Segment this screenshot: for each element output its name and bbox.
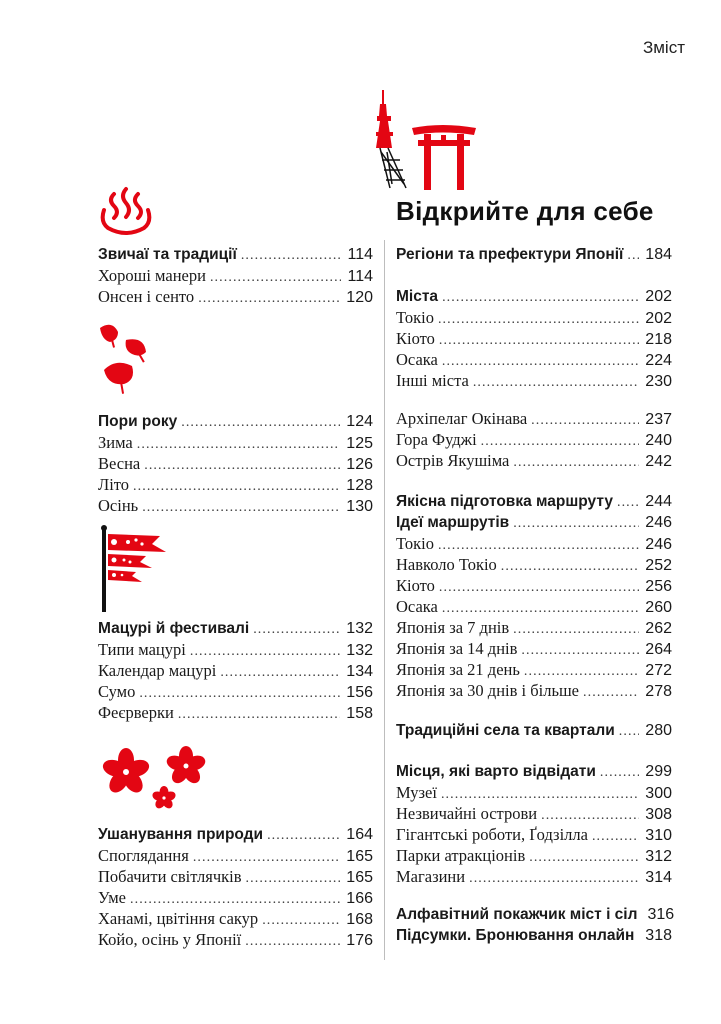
toc-dot-leader bbox=[133, 476, 340, 497]
toc-entry[interactable] bbox=[396, 866, 672, 887]
toc-entry-title: Інші міста bbox=[396, 371, 469, 390]
toc-dot-leader bbox=[501, 556, 640, 577]
sakura-flowers-icon bbox=[100, 746, 212, 812]
toc-entry[interactable] bbox=[396, 349, 672, 370]
toc-dot-leader bbox=[438, 309, 639, 330]
toc-entry-title: Ханамі, цвітіння сакур bbox=[98, 909, 259, 928]
toc-entry[interactable] bbox=[396, 370, 672, 391]
toc-entry[interactable] bbox=[98, 702, 373, 723]
toc-entry[interactable] bbox=[98, 866, 373, 887]
toc-entry[interactable] bbox=[396, 429, 672, 450]
toc-entry-title: Японія за 30 днів і більше bbox=[396, 681, 580, 700]
toc-section-entry[interactable] bbox=[396, 904, 675, 925]
toc-entry-title: Пори року bbox=[98, 413, 178, 430]
toc-entry-title: Музеї bbox=[396, 783, 437, 802]
toc-entry[interactable] bbox=[98, 681, 373, 702]
toc-page-number: 246 bbox=[645, 514, 672, 531]
toc-entry[interactable] bbox=[396, 680, 672, 701]
toc-entry-title: Японія за 7 днів bbox=[396, 618, 510, 637]
toc-page-number: 240 bbox=[645, 432, 672, 449]
toc-entry-title: Традиційні села та квартали bbox=[396, 722, 615, 739]
toc-entry-title: Підсумки. Бронювання онлайн bbox=[396, 927, 635, 944]
toc-dot-leader bbox=[541, 805, 639, 826]
toc-entry[interactable] bbox=[396, 575, 672, 596]
toc-dot-leader bbox=[583, 682, 639, 703]
toc-page-number: 230 bbox=[645, 373, 672, 390]
toc-page-number: 308 bbox=[645, 806, 672, 823]
toc-page-number: 300 bbox=[645, 785, 672, 802]
toc-page-number: 132 bbox=[346, 642, 373, 659]
toc-page-number: 166 bbox=[346, 890, 373, 907]
toc-group-places bbox=[396, 761, 672, 887]
toc-dot-leader bbox=[193, 847, 340, 868]
toc-entry-title: Весна bbox=[98, 454, 141, 473]
toc-dot-leader bbox=[144, 455, 340, 476]
main-title: Відкрийте для себе bbox=[396, 196, 654, 226]
toc-page-number: 165 bbox=[346, 848, 373, 865]
toc-page-number: 202 bbox=[645, 288, 672, 305]
toc-entry[interactable] bbox=[396, 659, 672, 680]
toc-entry-title: Місця, які варто відвідати bbox=[396, 763, 596, 780]
toc-entry-title: Гігантські роботи, Ґодзілла bbox=[396, 825, 588, 844]
toc-dot-leader bbox=[181, 412, 340, 433]
toc-page-number: 114 bbox=[347, 246, 373, 263]
toc-entry-title: Навколо Токіо bbox=[396, 555, 497, 574]
toc-entry-title: Ушанування природи bbox=[98, 826, 264, 843]
toc-entry-title: Осака bbox=[396, 350, 438, 369]
toc-dot-leader bbox=[190, 641, 340, 662]
toc-entry[interactable] bbox=[396, 638, 672, 659]
toc-entry-title: Осінь bbox=[98, 496, 139, 515]
toc-page-number: 312 bbox=[645, 848, 672, 865]
toc-entry-title: Споглядання bbox=[98, 846, 189, 865]
toc-entry-title: Якісна підготовка маршруту bbox=[396, 493, 613, 510]
toc-entry[interactable] bbox=[396, 617, 672, 638]
toc-entry-title: Гора Фуджі bbox=[396, 430, 477, 449]
toc-entry-title: Літо bbox=[98, 475, 130, 494]
toc-entry[interactable] bbox=[98, 845, 373, 866]
toc-dot-leader bbox=[253, 619, 340, 640]
onsen-steam-icon bbox=[98, 186, 154, 236]
toc-page-number: 176 bbox=[346, 932, 373, 949]
toc-page-number: 256 bbox=[645, 578, 672, 595]
toc-entry[interactable] bbox=[396, 328, 672, 349]
toc-group-regions bbox=[396, 244, 672, 265]
toc-group-routes bbox=[396, 491, 672, 701]
toc-dot-leader bbox=[262, 910, 340, 931]
toc-section-entry[interactable] bbox=[396, 491, 672, 512]
toc-dot-leader bbox=[198, 288, 340, 309]
toc-dot-leader bbox=[617, 492, 639, 513]
toc-page-number: 125 bbox=[346, 435, 373, 452]
toc-entry[interactable] bbox=[98, 908, 373, 929]
toc-dot-leader bbox=[513, 513, 639, 534]
toc-page-number: 164 bbox=[346, 826, 373, 843]
toc-dot-leader bbox=[524, 661, 639, 682]
toc-entry-title: Типи мацурі bbox=[98, 640, 186, 659]
toc-entry[interactable] bbox=[98, 453, 373, 474]
toc-group-nature bbox=[98, 824, 373, 950]
toc-entry[interactable] bbox=[98, 495, 373, 516]
toc-page-number: 114 bbox=[347, 268, 373, 285]
toc-section-entry[interactable] bbox=[98, 244, 373, 265]
toc-entry[interactable] bbox=[396, 307, 672, 328]
toc-page-number: 218 bbox=[645, 331, 672, 348]
toc-entry-title: Японія за 21 день bbox=[396, 660, 520, 679]
toc-page-number: 132 bbox=[346, 620, 373, 637]
running-head: Зміст bbox=[642, 38, 685, 57]
toc-section-entry[interactable] bbox=[396, 286, 672, 307]
toc-section-entry[interactable] bbox=[396, 761, 672, 782]
toc-page-number: 280 bbox=[645, 722, 672, 739]
toc-entry[interactable] bbox=[98, 639, 373, 660]
toc-page-number: 316 bbox=[647, 906, 675, 923]
toc-dot-leader bbox=[246, 868, 341, 889]
toc-entry[interactable] bbox=[98, 265, 373, 286]
toc-entry-title: Токіо bbox=[396, 534, 434, 553]
toc-entry-title: Звичаї та традиції bbox=[98, 246, 237, 263]
toc-dot-leader bbox=[513, 619, 639, 640]
toc-dot-leader bbox=[473, 372, 639, 393]
toc-entry-title: Хороші манери bbox=[98, 266, 206, 285]
toc-group-festivals bbox=[98, 618, 373, 723]
toc-dot-leader bbox=[529, 847, 639, 868]
toc-section-entry[interactable] bbox=[98, 411, 373, 432]
toc-entry-title: Осака bbox=[396, 597, 438, 616]
toc-page-number: 278 bbox=[645, 683, 672, 700]
toc-entry-title: Регіони та префектури Японії bbox=[396, 246, 624, 263]
toc-entry[interactable] bbox=[98, 660, 373, 681]
toc-page-number: 299 bbox=[645, 763, 672, 780]
toc-dot-leader bbox=[267, 825, 340, 846]
toc-dot-leader bbox=[531, 410, 639, 431]
toc-entry[interactable] bbox=[98, 887, 373, 908]
toc-dot-leader bbox=[442, 351, 639, 372]
toc-entry[interactable] bbox=[396, 845, 672, 866]
toc-entry[interactable] bbox=[396, 596, 672, 617]
toc-entry-title: Уме bbox=[98, 888, 126, 907]
toc-dot-leader bbox=[241, 245, 342, 266]
toc-page-number: 262 bbox=[645, 620, 672, 637]
toc-entry[interactable] bbox=[396, 803, 672, 824]
toc-dot-leader bbox=[438, 535, 639, 556]
toc-page-number: 202 bbox=[645, 310, 672, 327]
toc-dot-leader bbox=[513, 452, 639, 473]
toc-entry-title: Кіото bbox=[396, 576, 435, 595]
toc-dot-leader bbox=[619, 721, 640, 742]
toc-dot-leader bbox=[481, 431, 640, 452]
toc-dot-leader bbox=[439, 577, 639, 598]
toc-entry-title: Онсен і сенто bbox=[98, 287, 195, 306]
toc-page-number: 237 bbox=[645, 411, 672, 428]
toc-dot-leader bbox=[638, 926, 639, 947]
toc-dot-leader bbox=[137, 434, 341, 455]
toc-page-number: 224 bbox=[645, 352, 672, 369]
toc-section-entry[interactable] bbox=[396, 925, 672, 946]
column-divider bbox=[384, 240, 385, 960]
toc-group-seasons bbox=[98, 411, 373, 516]
toc-page-number: 130 bbox=[346, 498, 373, 515]
toc-dot-leader bbox=[442, 287, 639, 308]
toc-page-number: 165 bbox=[346, 869, 373, 886]
toc-section-entry[interactable] bbox=[98, 824, 373, 845]
toc-page-number: 246 bbox=[645, 536, 672, 553]
toc-page-number: 168 bbox=[346, 911, 373, 928]
toc-entry-title: Магазини bbox=[396, 867, 466, 886]
toc-dot-leader bbox=[245, 931, 340, 952]
toc-entry-title: Зима bbox=[98, 433, 133, 452]
toc-group-index bbox=[396, 904, 675, 946]
toc-entry-title: Токіо bbox=[396, 308, 434, 327]
toc-entry-title: Острів Якушіма bbox=[396, 451, 510, 470]
toc-dot-leader bbox=[142, 497, 340, 518]
toc-page-number: 134 bbox=[346, 663, 373, 680]
toc-page-number: 264 bbox=[645, 641, 672, 658]
toc-page-number: 184 bbox=[645, 246, 672, 263]
toc-group-cities bbox=[396, 286, 672, 391]
toc-entry[interactable] bbox=[98, 432, 373, 453]
toc-dot-leader bbox=[178, 704, 340, 725]
toc-entry[interactable] bbox=[396, 554, 672, 575]
toc-entry-title: Ідеї маршрутів bbox=[396, 514, 510, 531]
toc-dot-leader bbox=[439, 330, 639, 351]
toc-entry-title: Японія за 14 днів bbox=[396, 639, 518, 658]
toc-section-entry[interactable] bbox=[396, 244, 672, 265]
toc-dot-leader bbox=[521, 640, 639, 661]
toc-dot-leader bbox=[130, 889, 340, 910]
toc-dot-leader bbox=[627, 245, 639, 266]
toc-entry[interactable] bbox=[396, 450, 672, 471]
toc-page-number: 124 bbox=[346, 413, 373, 430]
toc-page-number: 126 bbox=[346, 456, 373, 473]
toc-page-number: 242 bbox=[645, 453, 672, 470]
toc-page-number: 128 bbox=[346, 477, 373, 494]
toc-entry[interactable] bbox=[98, 286, 373, 307]
toc-section-entry[interactable] bbox=[396, 512, 672, 533]
toc-entry-title: Побачити світлячків bbox=[98, 867, 242, 886]
tokyo-tower-torii-icon bbox=[376, 88, 480, 192]
toc-entry-title: Феєрверки bbox=[98, 703, 174, 722]
toc-dot-leader bbox=[600, 762, 639, 783]
toc-entry-title: Календар мацурі bbox=[98, 661, 217, 680]
toc-page-number: 260 bbox=[645, 599, 672, 616]
toc-entry-title: Кіото bbox=[396, 329, 435, 348]
toc-page-number: 310 bbox=[645, 827, 672, 844]
toc-page-number: 318 bbox=[645, 927, 672, 944]
toc-group-customs bbox=[98, 244, 373, 307]
toc-dot-leader bbox=[220, 662, 340, 683]
toc-page-number: 314 bbox=[645, 869, 672, 886]
toc-entry[interactable] bbox=[98, 929, 373, 950]
toc-group-villages bbox=[396, 720, 672, 741]
ginkgo-leaves-icon bbox=[98, 322, 162, 398]
toc-entry-title: Алфавітний покажчик міст і сіл bbox=[396, 906, 638, 923]
toc-page-number: 156 bbox=[346, 684, 373, 701]
toc-section-entry[interactable] bbox=[98, 618, 373, 639]
toc-section-entry[interactable] bbox=[396, 720, 672, 741]
toc-page-number: 158 bbox=[346, 705, 373, 722]
toc-entry-title: Архіпелаг Окінава bbox=[396, 409, 528, 428]
toc-dot-leader bbox=[442, 598, 639, 619]
toc-dot-leader bbox=[469, 868, 639, 889]
toc-entry[interactable] bbox=[396, 408, 672, 429]
toc-entry[interactable] bbox=[396, 782, 672, 803]
toc-entry-title: Міста bbox=[396, 288, 439, 305]
toc-dot-leader bbox=[441, 784, 639, 805]
toc-page-number: 244 bbox=[645, 493, 672, 510]
toc-dot-leader bbox=[210, 267, 342, 288]
toc-entry-title: Парки атракціонів bbox=[396, 846, 526, 865]
toc-entry[interactable] bbox=[396, 533, 672, 554]
toc-entry[interactable] bbox=[396, 824, 672, 845]
toc-dot-leader bbox=[592, 826, 639, 847]
toc-dot-leader bbox=[139, 683, 340, 704]
toc-page-number: 252 bbox=[645, 557, 672, 574]
toc-entry-title: Сумо bbox=[98, 682, 136, 701]
toc-entry-title: Незвичайні острови bbox=[396, 804, 538, 823]
toc-group-islands bbox=[396, 408, 672, 471]
toc-entry-title: Койо, осінь у Японії bbox=[98, 930, 242, 949]
koinobori-carp-flags-icon bbox=[96, 520, 180, 614]
toc-entry-title: Мацурі й фестивалі bbox=[98, 620, 250, 637]
toc-entry[interactable] bbox=[98, 474, 373, 495]
toc-page-number: 120 bbox=[346, 289, 373, 306]
toc-page-number: 272 bbox=[645, 662, 672, 679]
